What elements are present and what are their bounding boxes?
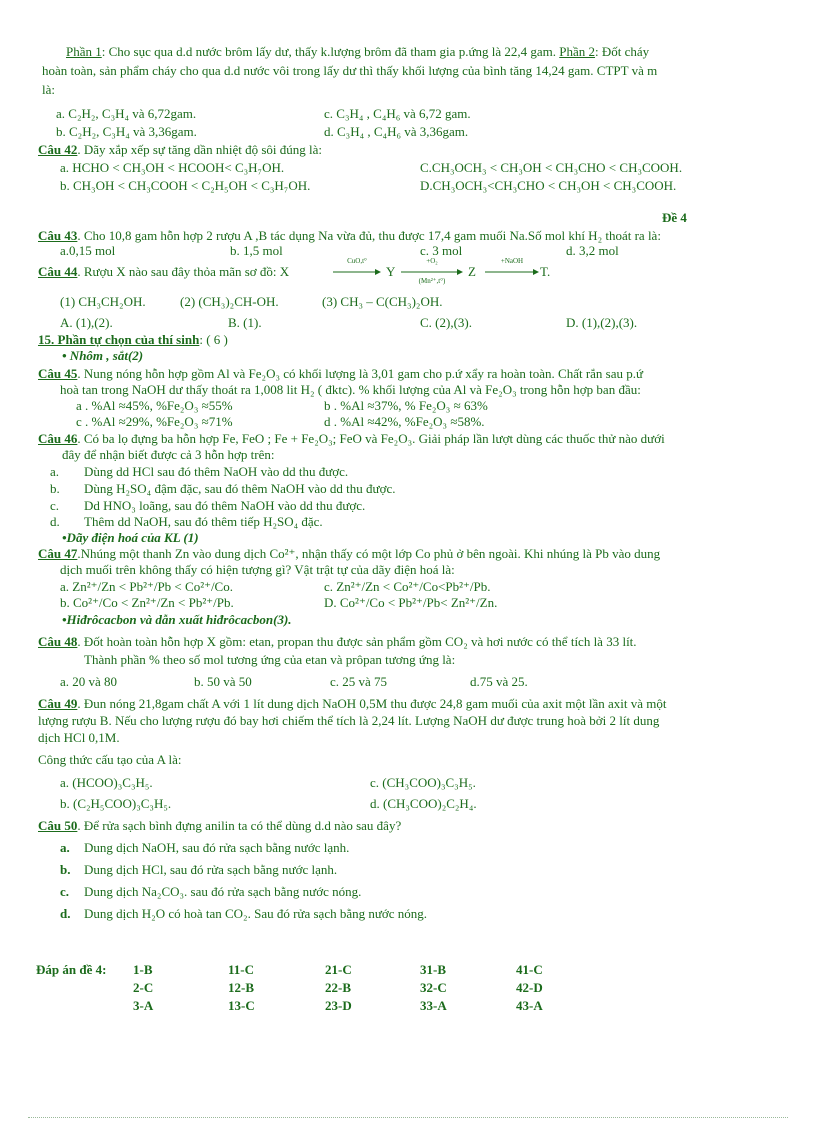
part-intro-line2: hoàn toàn, sản phẩm cháy cho qua d.d nước vôi trong lấy dư thì thấy khối lượng của bình tăng 14,24 gam. CTPT và m bbox=[42, 63, 658, 78]
q44-option-d: D. (1),(2),(3). bbox=[566, 315, 638, 330]
q44-compound-1: (1) CH₃CH₂OH. bbox=[60, 294, 146, 309]
section-15-label: 15. Phần tự chọn của thí sinh bbox=[38, 332, 200, 347]
q44-option-b: B. (1). bbox=[228, 315, 262, 330]
q47-option-c: c. Zn²⁺/Zn < Co²⁺/Co<Pb²⁺/Pb. bbox=[324, 579, 491, 594]
answer-cell: 12-B bbox=[228, 980, 254, 995]
q50-option-b-letter: b. bbox=[60, 862, 71, 877]
q50-option-a: Dung dịch NaOH, sau đó rửa sạch bằng nước lạnh. bbox=[84, 840, 350, 855]
intro-option-d: d. C₃H₄ , C₄H₆ và 3,36gam. bbox=[324, 124, 469, 139]
question-50 bbox=[38, 818, 401, 834]
q44-option-c: C. (2),(3). bbox=[420, 315, 472, 330]
question-49-text4: Công thức cấu tạo của A là: bbox=[38, 752, 182, 767]
intro-option-a: a. C₂H₂, C₃H₄ và 6,72gam. bbox=[56, 106, 197, 121]
answer-cell: 21-C bbox=[325, 962, 352, 977]
intro-option-b: b. C₂H₂, C₃H₄ và 3,36gam. bbox=[56, 124, 197, 139]
arrow2-bottom-label: (Mn²⁺,t°) bbox=[418, 277, 446, 285]
section-15-heading bbox=[38, 332, 228, 348]
question-42 bbox=[38, 142, 322, 158]
q45-option-b: b . %Al ≈37%, % Fe₂O₃ ≈ 63% bbox=[324, 398, 488, 413]
arrow1-label: CuO,t° bbox=[347, 257, 367, 265]
q46-option-b: Dùng H₂SO₄ đậm đặc, sau đó thêm NaOH vào dd thu được. bbox=[84, 481, 396, 496]
arrow3-label: +NaOH bbox=[500, 257, 524, 265]
question-48-text1: . Đốt hoàn toàn hỗn hợp X gồm: etan, propan thu được sản phẩm gồm CO₂ và hơi nước có thể tích là 33 lít. bbox=[77, 634, 637, 649]
q50-option-b: Dung dịch HCl, sau đó rửa sạch bằng nước lạnh. bbox=[84, 862, 338, 877]
q43-option-d: d. 3,2 mol bbox=[566, 243, 619, 258]
question-42-label: Câu 42 bbox=[38, 142, 78, 157]
answer-cell: 11-C bbox=[228, 962, 254, 977]
q49-option-c: c. (CH₃COO)₃C₃H₅. bbox=[370, 775, 476, 790]
question-50-label: Câu 50 bbox=[38, 818, 78, 833]
question-47-text2: dịch muối trên không thấy có hiện tượng gì? Vật trật tự của dãy điện hoá là: bbox=[60, 562, 455, 577]
q43-option-a: a.0,15 mol bbox=[60, 243, 116, 258]
q49-option-d: d. (CH₃COO)₂C₂H₄. bbox=[370, 796, 477, 811]
answer-cell: 43-A bbox=[516, 998, 543, 1013]
q42-option-a: a. HCHO < CH₃OH < HCOOH< C₃H₇OH. bbox=[60, 160, 285, 175]
question-46 bbox=[38, 431, 665, 447]
q50-option-a-letter: a. bbox=[60, 840, 70, 855]
answer-cell: 41-C bbox=[516, 962, 543, 977]
question-48 bbox=[38, 634, 637, 650]
q46-option-c-letter: c. bbox=[50, 498, 60, 513]
question-47-label: Câu 47 bbox=[38, 546, 78, 561]
q46-option-a-letter: a. bbox=[50, 464, 60, 479]
question-49-text1: . Đun nóng 21,8gam chất A với 1 lít dung dịch NaOH 0,5M thu được 24,8 gam muối của axit một lần axit và một bbox=[77, 696, 667, 711]
q46-option-c: Dd HNO₃ loãng, sau đó thêm NaOH vào dd thu được. bbox=[84, 498, 366, 513]
answer-cell: 31-B bbox=[420, 962, 446, 977]
q46-option-b-letter: b. bbox=[50, 481, 60, 496]
question-48-text2: Thành phần % theo số mol tương ứng của etan và prôpan tương ứng là: bbox=[84, 652, 456, 667]
q50-option-d: Dung dịch H₂O có hoà tan CO₂. Sau đó rửa sạch bằng nước nóng. bbox=[84, 906, 428, 921]
q42-option-c: C.CH₃OCH₃ < CH₃OH < CH₃CHO < CH₃COOH. bbox=[420, 160, 683, 175]
answer-key-label: Đáp án đề 4: bbox=[36, 962, 107, 977]
part1-text: : Cho sục qua d.d nước brôm lấy dư, thấy k.lượng brôm đã tham gia p.ứng là 22,4 gam. bbox=[101, 44, 557, 59]
question-45-label: Câu 45 bbox=[38, 366, 78, 381]
q50-option-c-letter: c. bbox=[60, 884, 70, 899]
question-49-label: Câu 49 bbox=[38, 696, 78, 711]
subsection-nhom-sat: • Nhôm , sắt(2) bbox=[62, 348, 144, 363]
q46-option-d: Thêm dd NaOH, sau đó thêm tiếp H₂SO₄ đặc. bbox=[84, 514, 323, 529]
q42-option-d: D.CH₃OCH₃<CH₃CHO < CH₃OH < CH₃COOH. bbox=[420, 178, 677, 193]
q44-option-a: A. (1),(2). bbox=[60, 315, 113, 330]
answer-cell: 32-C bbox=[420, 980, 447, 995]
answer-cell: 42-D bbox=[516, 980, 543, 995]
question-45-text2: hoà tan trong NaOH dư thấy thoát ra 1,008 lit H₂ ( đktc). % khối lượng của Al và Fe₂O₃ trong hỗn hợp ban đầu: bbox=[60, 382, 641, 397]
question-44-label: Câu 44 bbox=[38, 264, 78, 279]
question-47-text1: .Nhúng một thanh Zn vào dung dịch Co²⁺, nhận thấy có một lớp Co phủ ở bên ngoài. Khi nhúng là Pb vào dung bbox=[77, 546, 661, 561]
part-intro-line3: là: bbox=[42, 82, 55, 97]
question-43-text: . Cho 10,8 gam hỗn hợp 2 rượu A ,B tác dụng Na vừa đủ, thu được 17,4 gam muối Na.Số mol khí H₂ thoát ra là: bbox=[77, 228, 661, 243]
q42-option-b: b. CH₃OH < CH₃COOH < C₂H₅OH < C₃H₇OH. bbox=[60, 178, 311, 193]
page-footer-divider bbox=[28, 1117, 788, 1118]
reaction-arrow-2 bbox=[400, 268, 464, 276]
question-46-label: Câu 46 bbox=[38, 431, 78, 446]
q50-option-c: Dung dịch Na₂CO₃. sau đó rửa sạch bằng nước nóng. bbox=[84, 884, 362, 899]
question-49-text2: lượng rượu B. Nếu cho lượng rượu đó bay hơi chiếm thể tích là 2,24 lít. Lượng NaOH dư được trung hoà bởi 2 lít dung bbox=[38, 713, 660, 728]
q46-option-d-letter: d. bbox=[50, 514, 60, 529]
question-46-text2: đây để nhận biết được cả 3 hỗn hợp trên: bbox=[62, 447, 275, 462]
reaction-arrow-1 bbox=[332, 268, 382, 276]
q43-option-c: c. 3 mol bbox=[420, 243, 463, 258]
question-46-text1: . Có ba lọ đựng ba hỗn hợp Fe, FeO ; Fe + Fe₂O₃; FeO và Fe₂O₃. Giải pháp lần lượt dùng các thuốc thử nào dưới bbox=[77, 431, 665, 446]
question-47 bbox=[38, 546, 660, 562]
scheme-z: Z bbox=[468, 264, 476, 279]
answer-cell: 13-C bbox=[228, 998, 255, 1013]
q48-option-c: c. 25 và 75 bbox=[330, 674, 388, 689]
part2-label: Phần 2 bbox=[559, 44, 596, 59]
answer-cell: 2-C bbox=[133, 980, 154, 995]
q43-option-b: b. 1,5 mol bbox=[230, 243, 283, 258]
intro-option-c: c. C₃H₄ , C₄H₆ và 6,72 gam. bbox=[324, 106, 471, 121]
q49-option-b: b. (C₂H₅COO)₃C₃H₅. bbox=[60, 796, 172, 811]
answer-cell: 22-B bbox=[325, 980, 351, 995]
question-42-text: . Dãy xắp xếp sự tăng dần nhiệt độ sôi đúng là: bbox=[77, 142, 322, 157]
arrow2-top-label: +O₂ bbox=[426, 257, 438, 265]
q47-option-d: D. Co²⁺/Co < Pb²⁺/Pb< Zn²⁺/Zn. bbox=[324, 595, 498, 610]
q45-option-a: a . %Al ≈45%, %Fe₂O₃ ≈55% bbox=[76, 398, 233, 413]
q48-option-b: b. 50 và 50 bbox=[194, 674, 252, 689]
q47-option-a: a. Zn²⁺/Zn < Pb²⁺/Pb < Co²⁺/Co. bbox=[60, 579, 233, 594]
question-48-label: Câu 48 bbox=[38, 634, 78, 649]
part2-text: : Đốt cháy bbox=[595, 44, 650, 59]
scheme-y: Y bbox=[386, 264, 396, 279]
reaction-arrow-3 bbox=[484, 268, 540, 276]
section-15-count: : ( 6 ) bbox=[199, 332, 228, 347]
q50-option-d-letter: d. bbox=[60, 906, 71, 921]
question-43-label: Câu 43 bbox=[38, 228, 78, 243]
question-45 bbox=[38, 366, 643, 382]
q48-option-a: a. 20 và 80 bbox=[60, 674, 118, 689]
de4-heading: Đề 4 bbox=[662, 210, 687, 225]
question-44-text: . Rượu X nào sau đây thỏa mãn sơ đồ: X bbox=[77, 264, 290, 279]
question-50-text: . Để rửa sạch bình đựng anilin ta có thể dùng d.d nào sau đây? bbox=[77, 818, 402, 833]
question-43 bbox=[38, 228, 661, 244]
scheme-t: T. bbox=[540, 264, 551, 279]
q45-option-c: c . %Al ≈29%, %Fe₂O₃ ≈71% bbox=[76, 414, 233, 429]
q48-option-d: d.75 và 25. bbox=[470, 674, 528, 689]
part-intro-line1 bbox=[66, 44, 649, 60]
part1-label: Phần 1 bbox=[66, 44, 102, 59]
q44-compound-3: (3) CH₃ – C(CH₃)₂OH. bbox=[322, 294, 443, 309]
subsection-hidrocacbon: •Hiđrôcacbon và dẫn xuất hiđrôcacbon(3). bbox=[62, 612, 292, 627]
q49-option-a: a. (HCOO)₃C₃H₅. bbox=[60, 775, 153, 790]
question-49-text3: dịch HCl 0,1M. bbox=[38, 730, 120, 745]
q46-option-a: Dùng dd HCl sau đó thêm NaOH vào dd thu được. bbox=[84, 464, 349, 479]
q47-option-b: b. Co²⁺/Co < Zn²⁺/Zn < Pb²⁺/Pb. bbox=[60, 595, 234, 610]
answer-cell: 1-B bbox=[133, 962, 153, 977]
answer-cell: 23-D bbox=[325, 998, 352, 1013]
answer-cell: 33-A bbox=[420, 998, 447, 1013]
answer-cell: 3-A bbox=[133, 998, 154, 1013]
question-44 bbox=[38, 264, 289, 280]
question-45-text1: . Nung nóng hỗn hợp gồm Al và Fe₂O₃ có khối lượng là 3,01 gam cho p.ứ xẩy ra hoàn toàn. Chất rắn sau p.ứ bbox=[77, 366, 644, 381]
q45-option-d: d . %Al ≈42%, %Fe₂O₃ ≈58%. bbox=[324, 414, 485, 429]
q44-compound-2: (2) (CH₃)₂CH-OH. bbox=[180, 294, 279, 309]
subsection-day-dien-hoa: •Dãy điện hoá của KL (1) bbox=[62, 530, 199, 545]
question-49 bbox=[38, 696, 666, 712]
